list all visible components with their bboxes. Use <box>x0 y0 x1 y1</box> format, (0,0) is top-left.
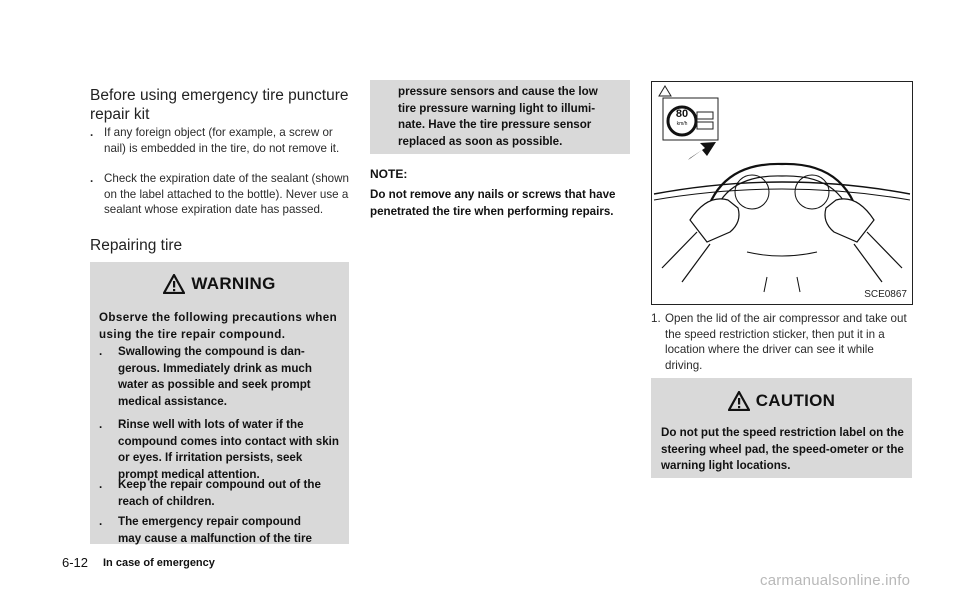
step-1 <box>651 311 913 373</box>
caution-box <box>651 378 912 478</box>
section-title: In case of emergency <box>103 557 215 569</box>
warning-item-text: The emergency repair compound may cause a malfunction of the tire <box>118 515 312 545</box>
bullet-dot: . <box>99 345 103 358</box>
note-text: Do not remove any nails or screws that have penetrated the tire when performing repairs. <box>370 188 616 218</box>
step-text: Open the lid of the air compressor and take out the speed restriction sticker, then put it in a location where the driver can see it while driving. <box>665 312 907 372</box>
warning-item-swallowing <box>99 344 343 410</box>
watermark: carmanualsonline.info <box>760 572 911 589</box>
sticker-speed: 80 <box>675 108 689 120</box>
bullet-foreign-object <box>90 125 350 156</box>
warning-item-text: Swallowing the compound is dan- gerous. Immediately drink as much water as possible and seek prompt medical assistance. <box>118 345 312 408</box>
warning-item-sensor <box>99 514 343 547</box>
bullet-dot: . <box>99 515 103 528</box>
step-number: 1. <box>651 312 661 325</box>
section-heading-before-using: Before using emergency tire puncture repair kit <box>90 87 349 123</box>
warning-item-sensor-continued: pressure sensors and cause the low tire pressure warning light to illumi- nate. Have the tire pressure sensor replaced as soon as possible. <box>398 85 598 148</box>
page-number: 6-12 <box>62 555 89 570</box>
bullet-text: Check the expiration date of the sealant (shown on the label attached to the bottle). Never use a sealant whose expiration date has passed. <box>104 172 349 216</box>
bullet-dot: . <box>99 478 103 491</box>
bullet-expiration-date <box>90 171 350 218</box>
caution-title <box>651 391 912 411</box>
figure-code: SCE0867 <box>864 289 907 300</box>
warning-item-children <box>99 477 343 510</box>
warning-title-text: WARNING <box>191 274 276 293</box>
warning-item-text: Keep the repair compound out of the reach of children. <box>118 478 321 508</box>
note-heading: NOTE: <box>370 167 408 181</box>
bullet-dot: . <box>90 126 94 139</box>
warning-item-rinse <box>99 417 343 483</box>
sticker-unit: km/h <box>676 121 688 127</box>
figure-steering-wheel <box>651 81 913 305</box>
section-heading-repairing-tire: Repairing tire <box>90 237 183 254</box>
warning-triangle-icon <box>163 274 185 294</box>
warning-title <box>90 274 349 294</box>
bullet-text: If any foreign object (for example, a screw or nail) is embedded in the tire, do not remove it. <box>104 126 340 155</box>
warning-intro: Observe the following precautions when using the tire repair compound. <box>99 311 338 341</box>
warning-item-text: Rinse well with lots of water if the compound comes into contact with skin or eyes. If irritation persists, seek prompt medical attention. <box>118 418 339 481</box>
bullet-dot: . <box>99 418 103 431</box>
warning-box-continued <box>370 80 630 154</box>
warning-triangle-icon <box>728 391 750 411</box>
caution-text: Do not put the speed restriction label on the steering wheel pad, the speed-ometer or the warning light locations. <box>661 426 904 473</box>
bullet-dot: . <box>90 172 94 185</box>
caution-title-text: CAUTION <box>755 391 836 410</box>
warning-box <box>90 262 349 544</box>
